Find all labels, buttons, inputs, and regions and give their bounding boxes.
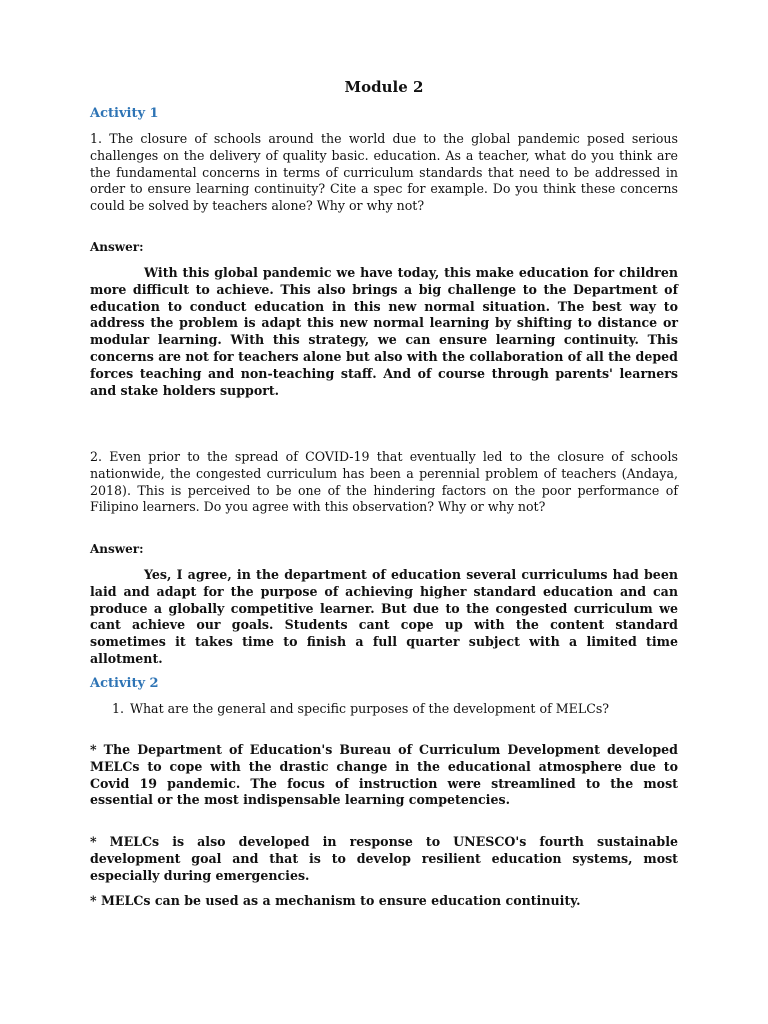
question-number: 1.: [112, 701, 125, 716]
activity-1-heading: Activity 1: [90, 106, 159, 121]
answer-1: With this global pandemic we have today, this make education for children more difficult to achieve. This also brings a big challenge to the Department of education to conduct education in this new normal situation. The best way to address the problem is adapt this new normal learning by shifting to distance or modular learning. With this strategy, we can ensure learning continuity. This concerns are not for teachers alone but also with the collaboration of all the deped forces teaching and non-teaching staff. And of course through parents' learners and stake holders support.: [90, 265, 678, 398]
answer-label-2: Answer:: [90, 542, 144, 556]
melc-bullet-1: * The Department of Education's Bureau of Curriculum Development developed MELCs to cope with the drastic change in the educational atmosphere due to Covid 19 pandemic. The focus of instruction were streamlined to the most essential or the most indispensable learning competencies.: [90, 742, 678, 808]
answer-2: Yes, I agree, in the department of education several curriculums had been laid and adapt for the purpose of achieving higher standard education and can produce a globally competitive learner. But due to the congested curriculum we cant achieve our goals. Students cant cope up with the content standard sometimes it takes time to finish a full quarter subject with a limited time allotment.: [90, 567, 678, 666]
activity-2-heading: Activity 2: [90, 676, 159, 691]
activity-1-question-2: 2. Even prior to the spread of COVID-19 that eventually led to the closure of schools nationwide, the congested curriculum has been a perennial problem of teachers (Andaya, 2018). This is perceived to be one of the hindering factors on the poor performance of Filipino learners. Do you agree with this observation? Why or why not?: [90, 449, 678, 515]
activity-1-question-1: 1. The closure of schools around the world due to the global pandemic posed serious challenges on the delivery of quality basic. education. As a teacher, what do you think are the fundamental concerns in terms of curriculum standards that need to be addressed in order to ensure learning continuity? Cite a spec for example. Do you think these concerns could be solved by teachers alone? Why or why not?: [90, 131, 678, 214]
activity-2-question-1: [112, 701, 678, 718]
melc-bullet-3: * MELCs can be used as a mechanism to ensure education continuity.: [90, 893, 581, 908]
melc-bullet-2: * MELCs is also developed in response to UNESCO's fourth sustainable development goal and that is to develop resilient education systems, most especially during emergencies.: [90, 834, 678, 883]
answer-label-1: Answer:: [90, 240, 144, 254]
question-text: What are the general and specific purposes of the development of MELCs?: [130, 701, 610, 716]
module-title: Module 2: [344, 78, 424, 96]
